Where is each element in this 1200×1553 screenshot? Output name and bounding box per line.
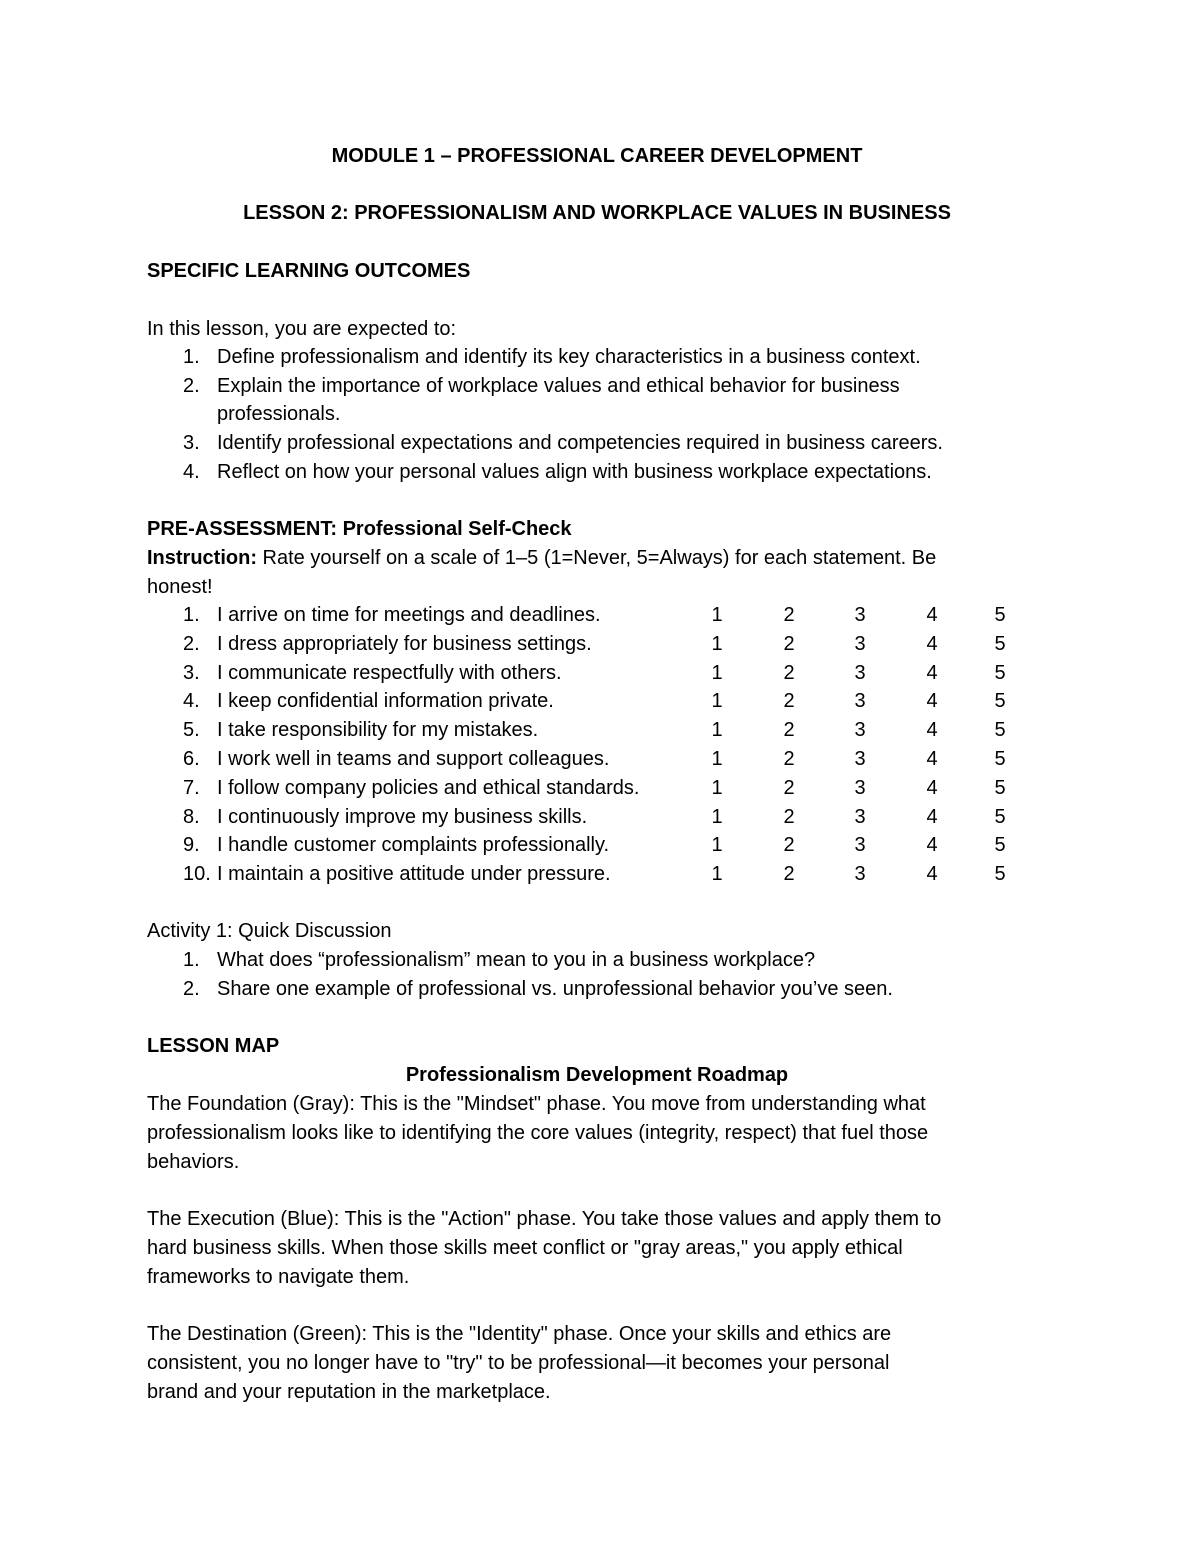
outcome-text: Explain the importance of workplace values and ethical behavior for business — [217, 375, 900, 397]
execution-paragraph-line: hard business skills. When those skills meet conflict or "gray areas," you apply ethical — [147, 1237, 903, 1259]
rating-option-1: 1 — [711, 604, 723, 626]
rating-option-1: 1 — [711, 834, 723, 856]
lesson-title: LESSON 2: PROFESSIONALISM AND WORKPLACE VALUES IN BUSINESS — [243, 202, 951, 224]
rating-option-1: 1 — [711, 777, 723, 799]
execution-paragraph-line: frameworks to navigate them. — [147, 1266, 410, 1288]
destination-paragraph-line: consistent, you no longer have to "try" to be professional—it becomes your personal — [147, 1352, 890, 1374]
rating-option-1: 1 — [711, 863, 723, 885]
rating-option-4: 4 — [926, 748, 938, 770]
statement-number: 6. — [183, 748, 200, 770]
rating-option-3: 3 — [854, 633, 866, 655]
activity-heading: Activity 1: Quick Discussion — [147, 920, 392, 942]
rating-option-2: 2 — [783, 690, 795, 712]
statement-number: 9. — [183, 834, 200, 856]
outcome-text: Define professionalism and identify its key characteristics in a business context. — [217, 346, 921, 368]
outcome-text: Identify professional expectations and competencies required in business careers. — [217, 432, 943, 454]
rating-option-4: 4 — [926, 777, 938, 799]
foundation-paragraph-line: The Foundation (Gray): This is the "Mindset" phase. You move from understanding what — [147, 1093, 926, 1115]
statement-number: 4. — [183, 690, 200, 712]
rating-option-5: 5 — [994, 834, 1006, 856]
rating-option-3: 3 — [854, 748, 866, 770]
lesson-map-heading: LESSON MAP — [147, 1035, 280, 1057]
rating-option-4: 4 — [926, 604, 938, 626]
rating-option-4: 4 — [926, 633, 938, 655]
rating-option-2: 2 — [783, 834, 795, 856]
rating-option-5: 5 — [994, 863, 1006, 885]
module-title: MODULE 1 – PROFESSIONAL CAREER DEVELOPMENT — [331, 145, 863, 167]
execution-paragraph-line: The Execution (Blue): This is the "Action" phase. You take those values and apply them to — [147, 1208, 942, 1230]
rating-option-4: 4 — [926, 662, 938, 684]
statement-number: 1. — [183, 604, 200, 626]
outcome-text: Reflect on how your personal values align with business workplace expectations. — [217, 461, 932, 483]
destination-paragraph-line: brand and your reputation in the marketplace. — [147, 1381, 551, 1403]
rating-option-5: 5 — [994, 633, 1006, 655]
statement-number: 7. — [183, 777, 200, 799]
statement-number: 8. — [183, 806, 200, 828]
rating-option-1: 1 — [711, 690, 723, 712]
rating-option-3: 3 — [854, 834, 866, 856]
rating-option-5: 5 — [994, 604, 1006, 626]
outcome-number: 2. — [183, 375, 200, 397]
statement-text: I take responsibility for my mistakes. — [217, 719, 539, 741]
statement-text: I continuously improve my business skills. — [217, 806, 588, 828]
rating-option-3: 3 — [854, 863, 866, 885]
statement-text: I arrive on time for meetings and deadlines. — [217, 604, 601, 626]
outcome-text: professionals. — [217, 403, 341, 425]
statement-number: 2. — [183, 633, 200, 655]
rating-option-2: 2 — [783, 863, 795, 885]
statement-text: I follow company policies and ethical standards. — [217, 777, 640, 799]
activity-number: 2. — [183, 978, 200, 1000]
rating-option-1: 1 — [711, 748, 723, 770]
statement-text: I maintain a positive attitude under pressure. — [217, 863, 611, 885]
rating-option-4: 4 — [926, 834, 938, 856]
roadmap-title: Professionalism Development Roadmap — [405, 1064, 789, 1086]
rating-option-5: 5 — [994, 806, 1006, 828]
rating-option-3: 3 — [854, 690, 866, 712]
rating-option-5: 5 — [994, 777, 1006, 799]
outcome-number: 3. — [183, 432, 200, 454]
outcome-number: 1. — [183, 346, 200, 368]
outcomes-intro: In this lesson, you are expected to: — [147, 318, 457, 340]
destination-paragraph-line: The Destination (Green): This is the "Identity" phase. Once your skills and ethics are — [147, 1323, 892, 1345]
rating-option-5: 5 — [994, 690, 1006, 712]
rating-option-2: 2 — [783, 633, 795, 655]
rating-option-1: 1 — [711, 662, 723, 684]
rating-option-5: 5 — [994, 719, 1006, 741]
rating-option-2: 2 — [783, 806, 795, 828]
instruction-text-continued: honest! — [147, 576, 213, 598]
activity-text: Share one example of professional vs. unprofessional behavior you’ve seen. — [217, 978, 893, 1000]
rating-option-3: 3 — [854, 662, 866, 684]
instruction-line — [147, 544, 936, 572]
rating-option-2: 2 — [783, 604, 795, 626]
statement-text: I communicate respectfully with others. — [217, 662, 562, 684]
rating-option-4: 4 — [926, 719, 938, 741]
rating-option-2: 2 — [783, 719, 795, 741]
rating-option-1: 1 — [711, 806, 723, 828]
rating-option-2: 2 — [783, 662, 795, 684]
statement-text: I keep confidential information private. — [217, 690, 554, 712]
rating-option-4: 4 — [926, 690, 938, 712]
rating-option-4: 4 — [926, 863, 938, 885]
instruction-label: Instruction: — [147, 547, 257, 569]
rating-option-1: 1 — [711, 719, 723, 741]
statement-number: 10. — [183, 863, 211, 885]
rating-option-3: 3 — [854, 604, 866, 626]
outcome-number: 4. — [183, 461, 200, 483]
activity-number: 1. — [183, 949, 200, 971]
statement-text: I handle customer complaints professionally. — [217, 834, 610, 856]
rating-option-1: 1 — [711, 633, 723, 655]
rating-option-3: 3 — [854, 719, 866, 741]
rating-option-3: 3 — [854, 777, 866, 799]
rating-option-2: 2 — [783, 748, 795, 770]
rating-option-5: 5 — [994, 748, 1006, 770]
statement-number: 3. — [183, 662, 200, 684]
rating-option-5: 5 — [994, 662, 1006, 684]
pre-assessment-heading: PRE-ASSESSMENT: Professional Self-Check — [147, 518, 572, 540]
statement-text: I dress appropriately for business settings. — [217, 633, 592, 655]
instruction-text: Rate yourself on a scale of 1–5 (1=Never, 5=Always) for each statement. Be — [257, 547, 937, 569]
rating-option-3: 3 — [854, 806, 866, 828]
rating-option-2: 2 — [783, 777, 795, 799]
statement-text: I work well in teams and support colleagues. — [217, 748, 610, 770]
foundation-paragraph-line: professionalism looks like to identifying the core values (integrity, respect) that fuel those — [147, 1122, 929, 1144]
foundation-paragraph-line: behaviors. — [147, 1151, 240, 1173]
activity-text: What does “professionalism” mean to you in a business workplace? — [217, 949, 816, 971]
outcomes-heading: SPECIFIC LEARNING OUTCOMES — [147, 260, 471, 282]
statement-number: 5. — [183, 719, 200, 741]
rating-option-4: 4 — [926, 806, 938, 828]
